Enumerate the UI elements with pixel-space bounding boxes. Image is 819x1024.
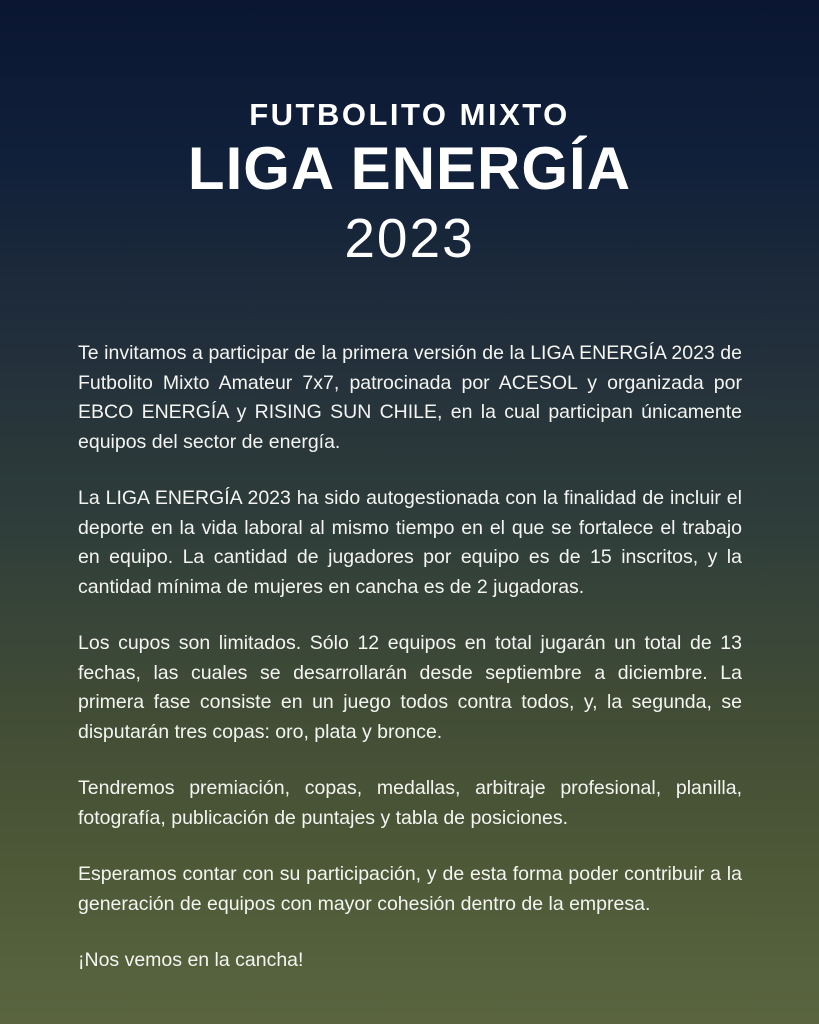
paragraph-league-purpose: La LIGA ENERGÍA 2023 ha sido autogestionada con la finalidad de incluir el deporte en la vida laboral al mismo tiempo en el que se fortalece el trabajo en equipo. La cantidad de jugadores por equipo es de 15 inscritos, y la cantidad mínima de mujeres en cancha es de 2 jugadoras. [78,487,742,598]
poster-supertitle: FUTBOLITO MIXTO [249,97,570,132]
poster-year: 2023 [344,206,475,269]
paragraph-farewell: ¡Nos vemos en la cancha! [78,949,304,971]
poster-header [0,98,819,268]
paragraph-closing: Esperamos contar con su participación, y de esta forma poder contribuir a la generación de equipos con mayor cohesión dentro de la empresa. [78,863,742,915]
poster-title: LIGA ENERGÍA [187,135,632,203]
paragraph-prizes: Tendremos premiación, copas, medallas, arbitraje profesional, planilla, fotografía, publicación de puntajes y tabla de posiciones. [78,777,742,829]
poster-body [78,339,742,976]
paragraph-format: Los cupos son limitados. Sólo 12 equipos en total jugarán un total de 13 fechas, las cuales se desarrollarán desde septiembre a diciembre. La primera fase consiste en un juego todos contra todos, y, la segunda, se disputarán tres copas: oro, plata y bronce. [78,632,742,743]
paragraph-invitation: Te invitamos a participar de la primera versión de la LIGA ENERGÍA 2023 de Futbolito Mixto Amateur 7x7, patrocinada por ACESOL y organizada por EBCO ENERGÍA y RISING SUN CHILE, en la cual participan únicamente equipos del sector de energía. [78,342,742,453]
